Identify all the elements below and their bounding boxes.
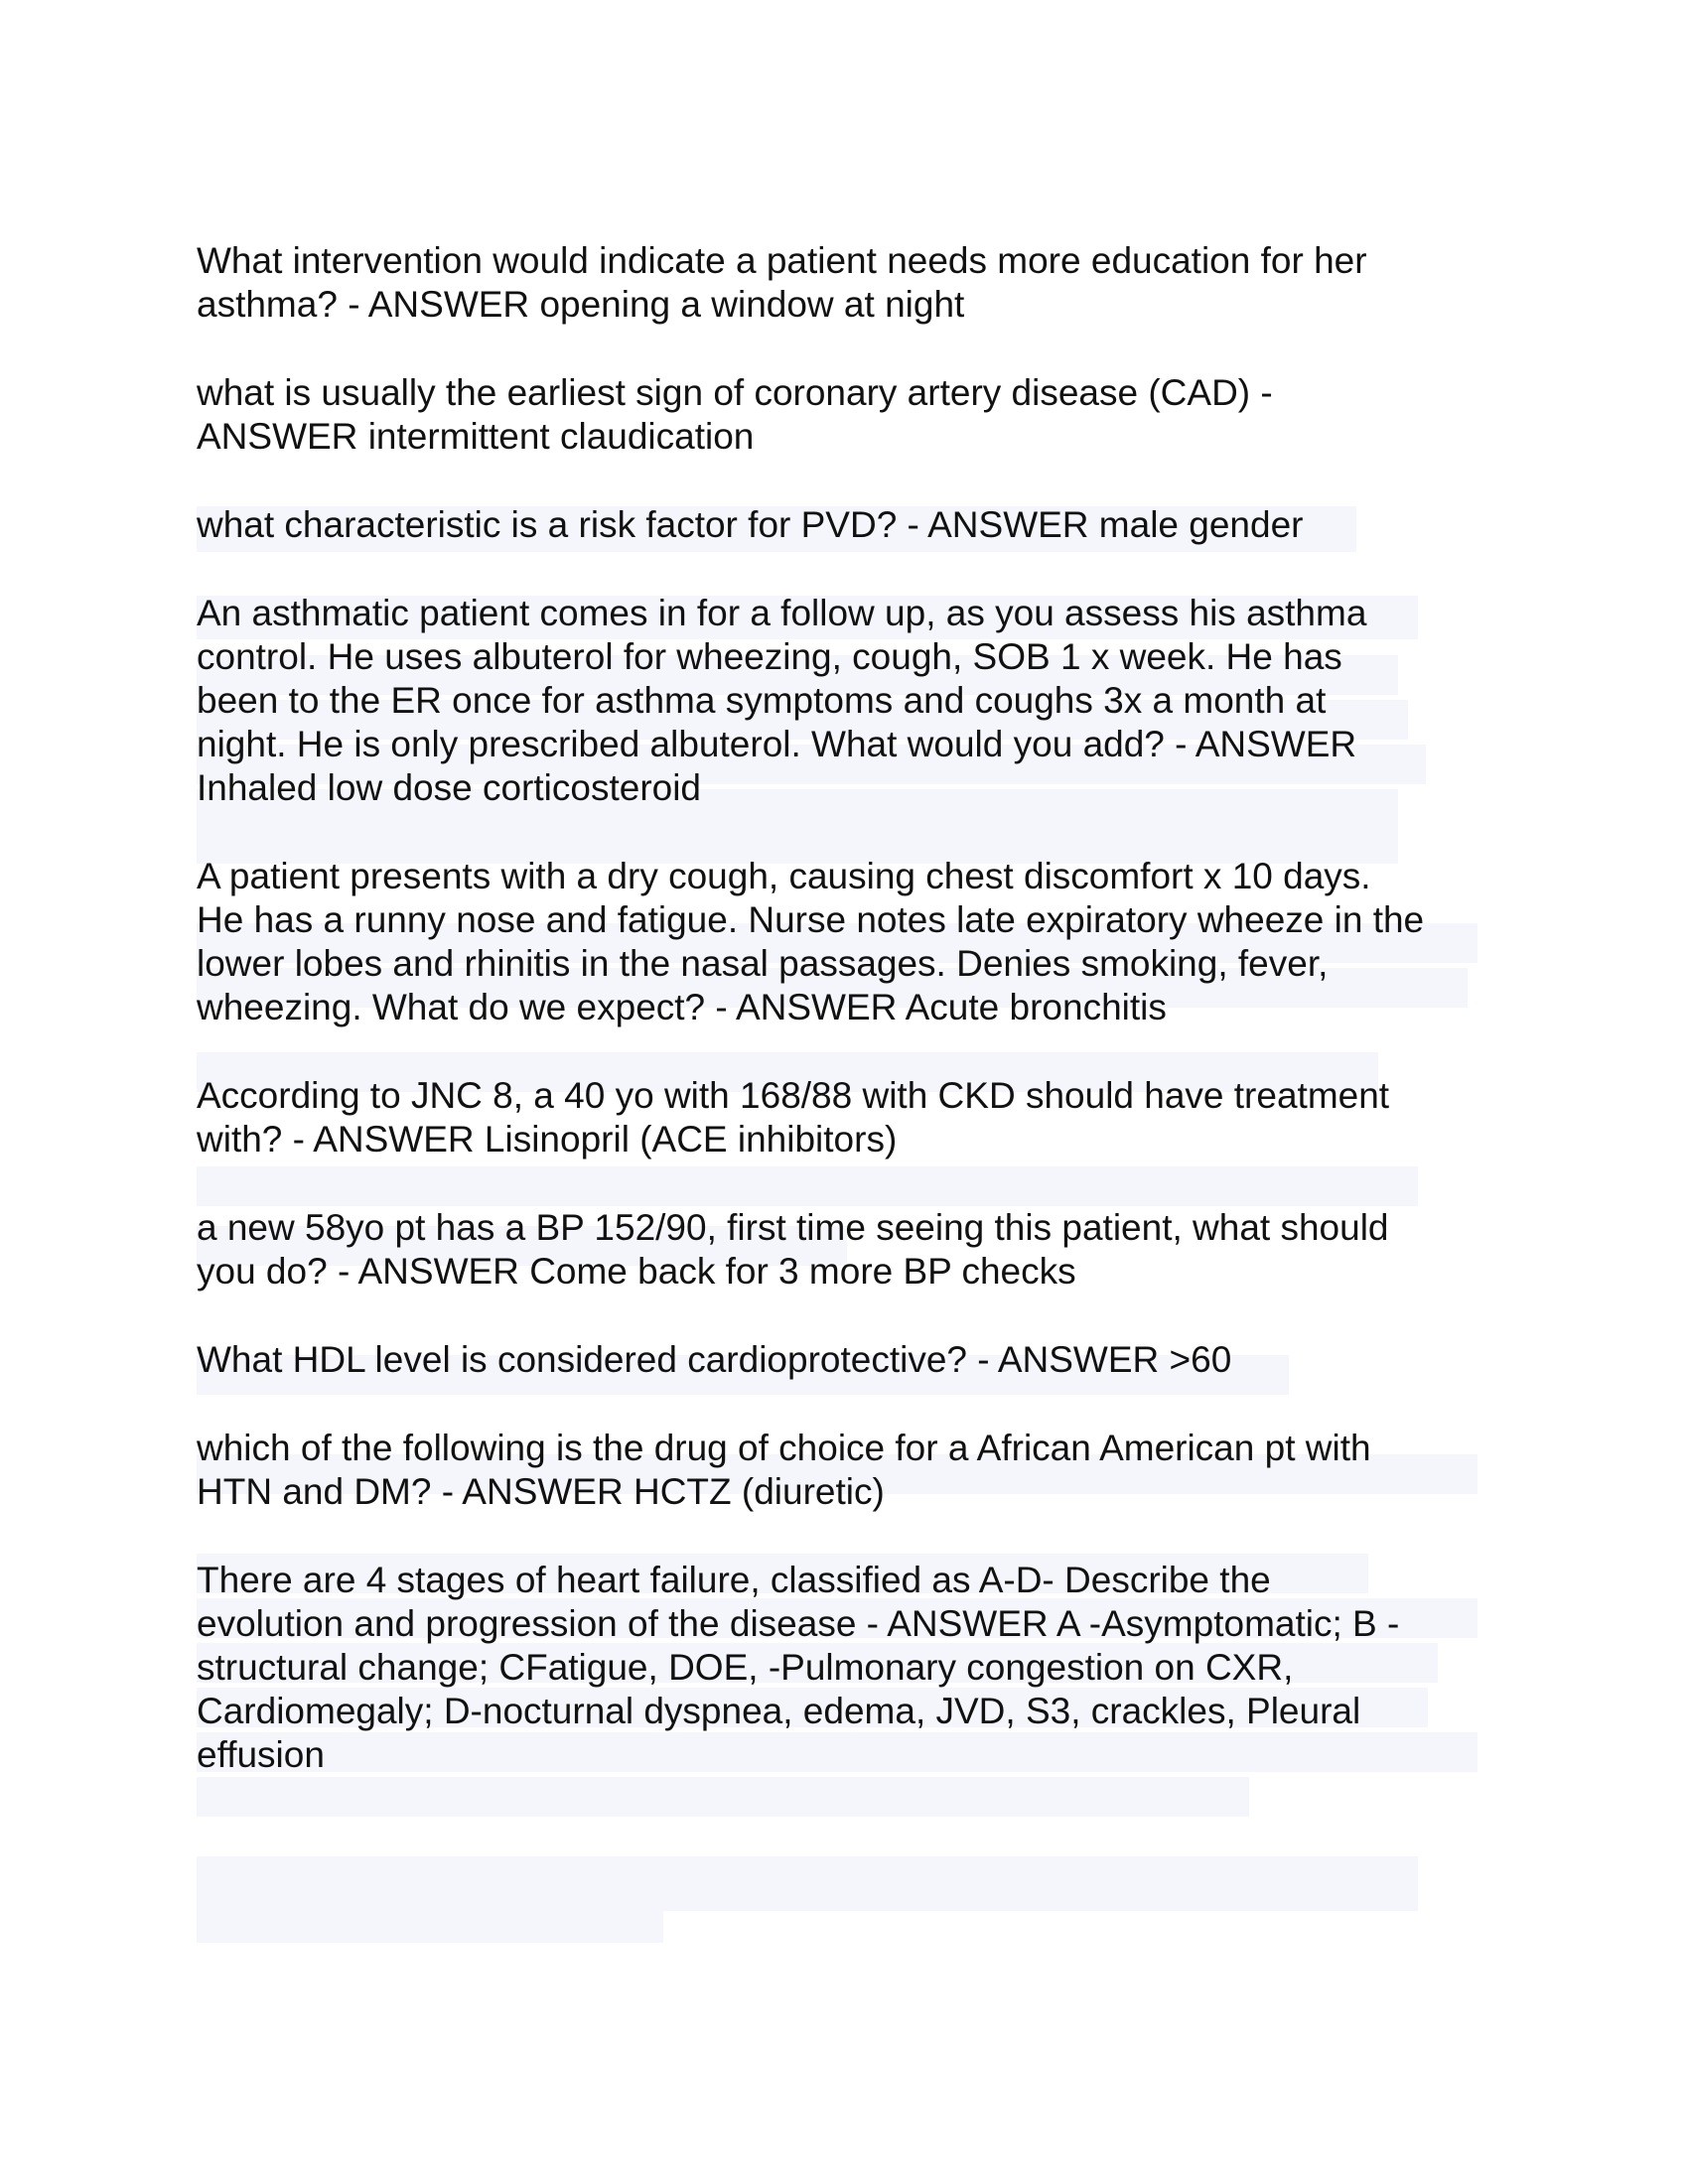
qa-entry-3 bbox=[197, 503, 1497, 547]
qa-entry-5 bbox=[197, 855, 1497, 1029]
qa-list bbox=[197, 239, 1497, 1822]
question-text: What HDL level is considered cardioprotective? - ANSWER bbox=[197, 1339, 1160, 1380]
question-text: An asthmatic patient comes in for a follow up, as you assess his asthma control. He uses albuterol for wheezing, cough, SOB 1 x week. He has been to the ER once for asthma symptoms and coughs 3x a month at night. He is only prescribed albuterol. What would you add? - ANSWER bbox=[197, 593, 1367, 764]
question-text: what is usually the earliest sign of coronary artery disease (CAD) - ANSWER bbox=[197, 372, 1273, 457]
answer-text: HCTZ (diuretic) bbox=[633, 1471, 885, 1512]
answer-text: opening a window at night bbox=[539, 284, 965, 325]
question-text: A patient presents with a dry cough, causing chest discomfort x 10 days. He has a runny nose and fatigue. Nurse notes late expiratory wheeze in the lower lobes and rhinitis in the nasal passages. Denies smoking, fever, wheezing. What do we expect? - ANSWER bbox=[197, 856, 1425, 1027]
highlight-block bbox=[197, 1896, 1418, 1911]
answer-text: male gender bbox=[1098, 504, 1304, 545]
question-text: What intervention would indicate a patient needs more education for her asthma? - ANSWER bbox=[197, 240, 1367, 325]
qa-entry-2 bbox=[197, 371, 1497, 459]
question-text: According to JNC 8, a 40 yo with 168/88 with CKD should have treatment with? - ANSWER bbox=[197, 1075, 1390, 1160]
qa-entry-1 bbox=[197, 239, 1497, 327]
answer-text: Acute bronchitis bbox=[905, 987, 1167, 1027]
highlight-block bbox=[197, 1911, 663, 1943]
answer-text: >60 bbox=[1169, 1339, 1232, 1380]
answer-text: Inhaled low dose corticosteroid bbox=[197, 767, 702, 808]
qa-entry-9 bbox=[197, 1427, 1497, 1514]
question-text: There are 4 stages of heart failure, classified as A-D- Describe the evolution and progression of the disease - ANSWER bbox=[197, 1560, 1271, 1644]
qa-entry-8 bbox=[197, 1338, 1497, 1382]
question-text: what characteristic is a risk factor for PVD? - ANSWER bbox=[197, 504, 1089, 545]
highlight-block bbox=[197, 1856, 1418, 1896]
qa-entry-10 bbox=[197, 1559, 1497, 1777]
qa-entry-7 bbox=[197, 1206, 1497, 1294]
qa-entry-4 bbox=[197, 592, 1497, 810]
answer-text: Come back for 3 more BP checks bbox=[529, 1251, 1076, 1292]
question-text: a new 58yo pt has a BP 152/90, first time seeing this patient, what should you do? - ANSWER bbox=[197, 1207, 1389, 1292]
answer-text: A -Asymptomatic; B - structural change; CFatigue, DOE, -Pulmonary congestion on CXR, Cardiomegaly; D-nocturnal dyspnea, edema, JVD, S3, crackles, Pleural effusion bbox=[197, 1603, 1400, 1775]
answer-text: intermittent claudication bbox=[367, 416, 755, 457]
question-text: which of the following is the drug of choice for a African American pt with HTN and DM? - ANSWER bbox=[197, 1428, 1371, 1512]
qa-entry-6 bbox=[197, 1074, 1497, 1161]
answer-text: Lisinopril (ACE inhibitors) bbox=[484, 1119, 898, 1160]
